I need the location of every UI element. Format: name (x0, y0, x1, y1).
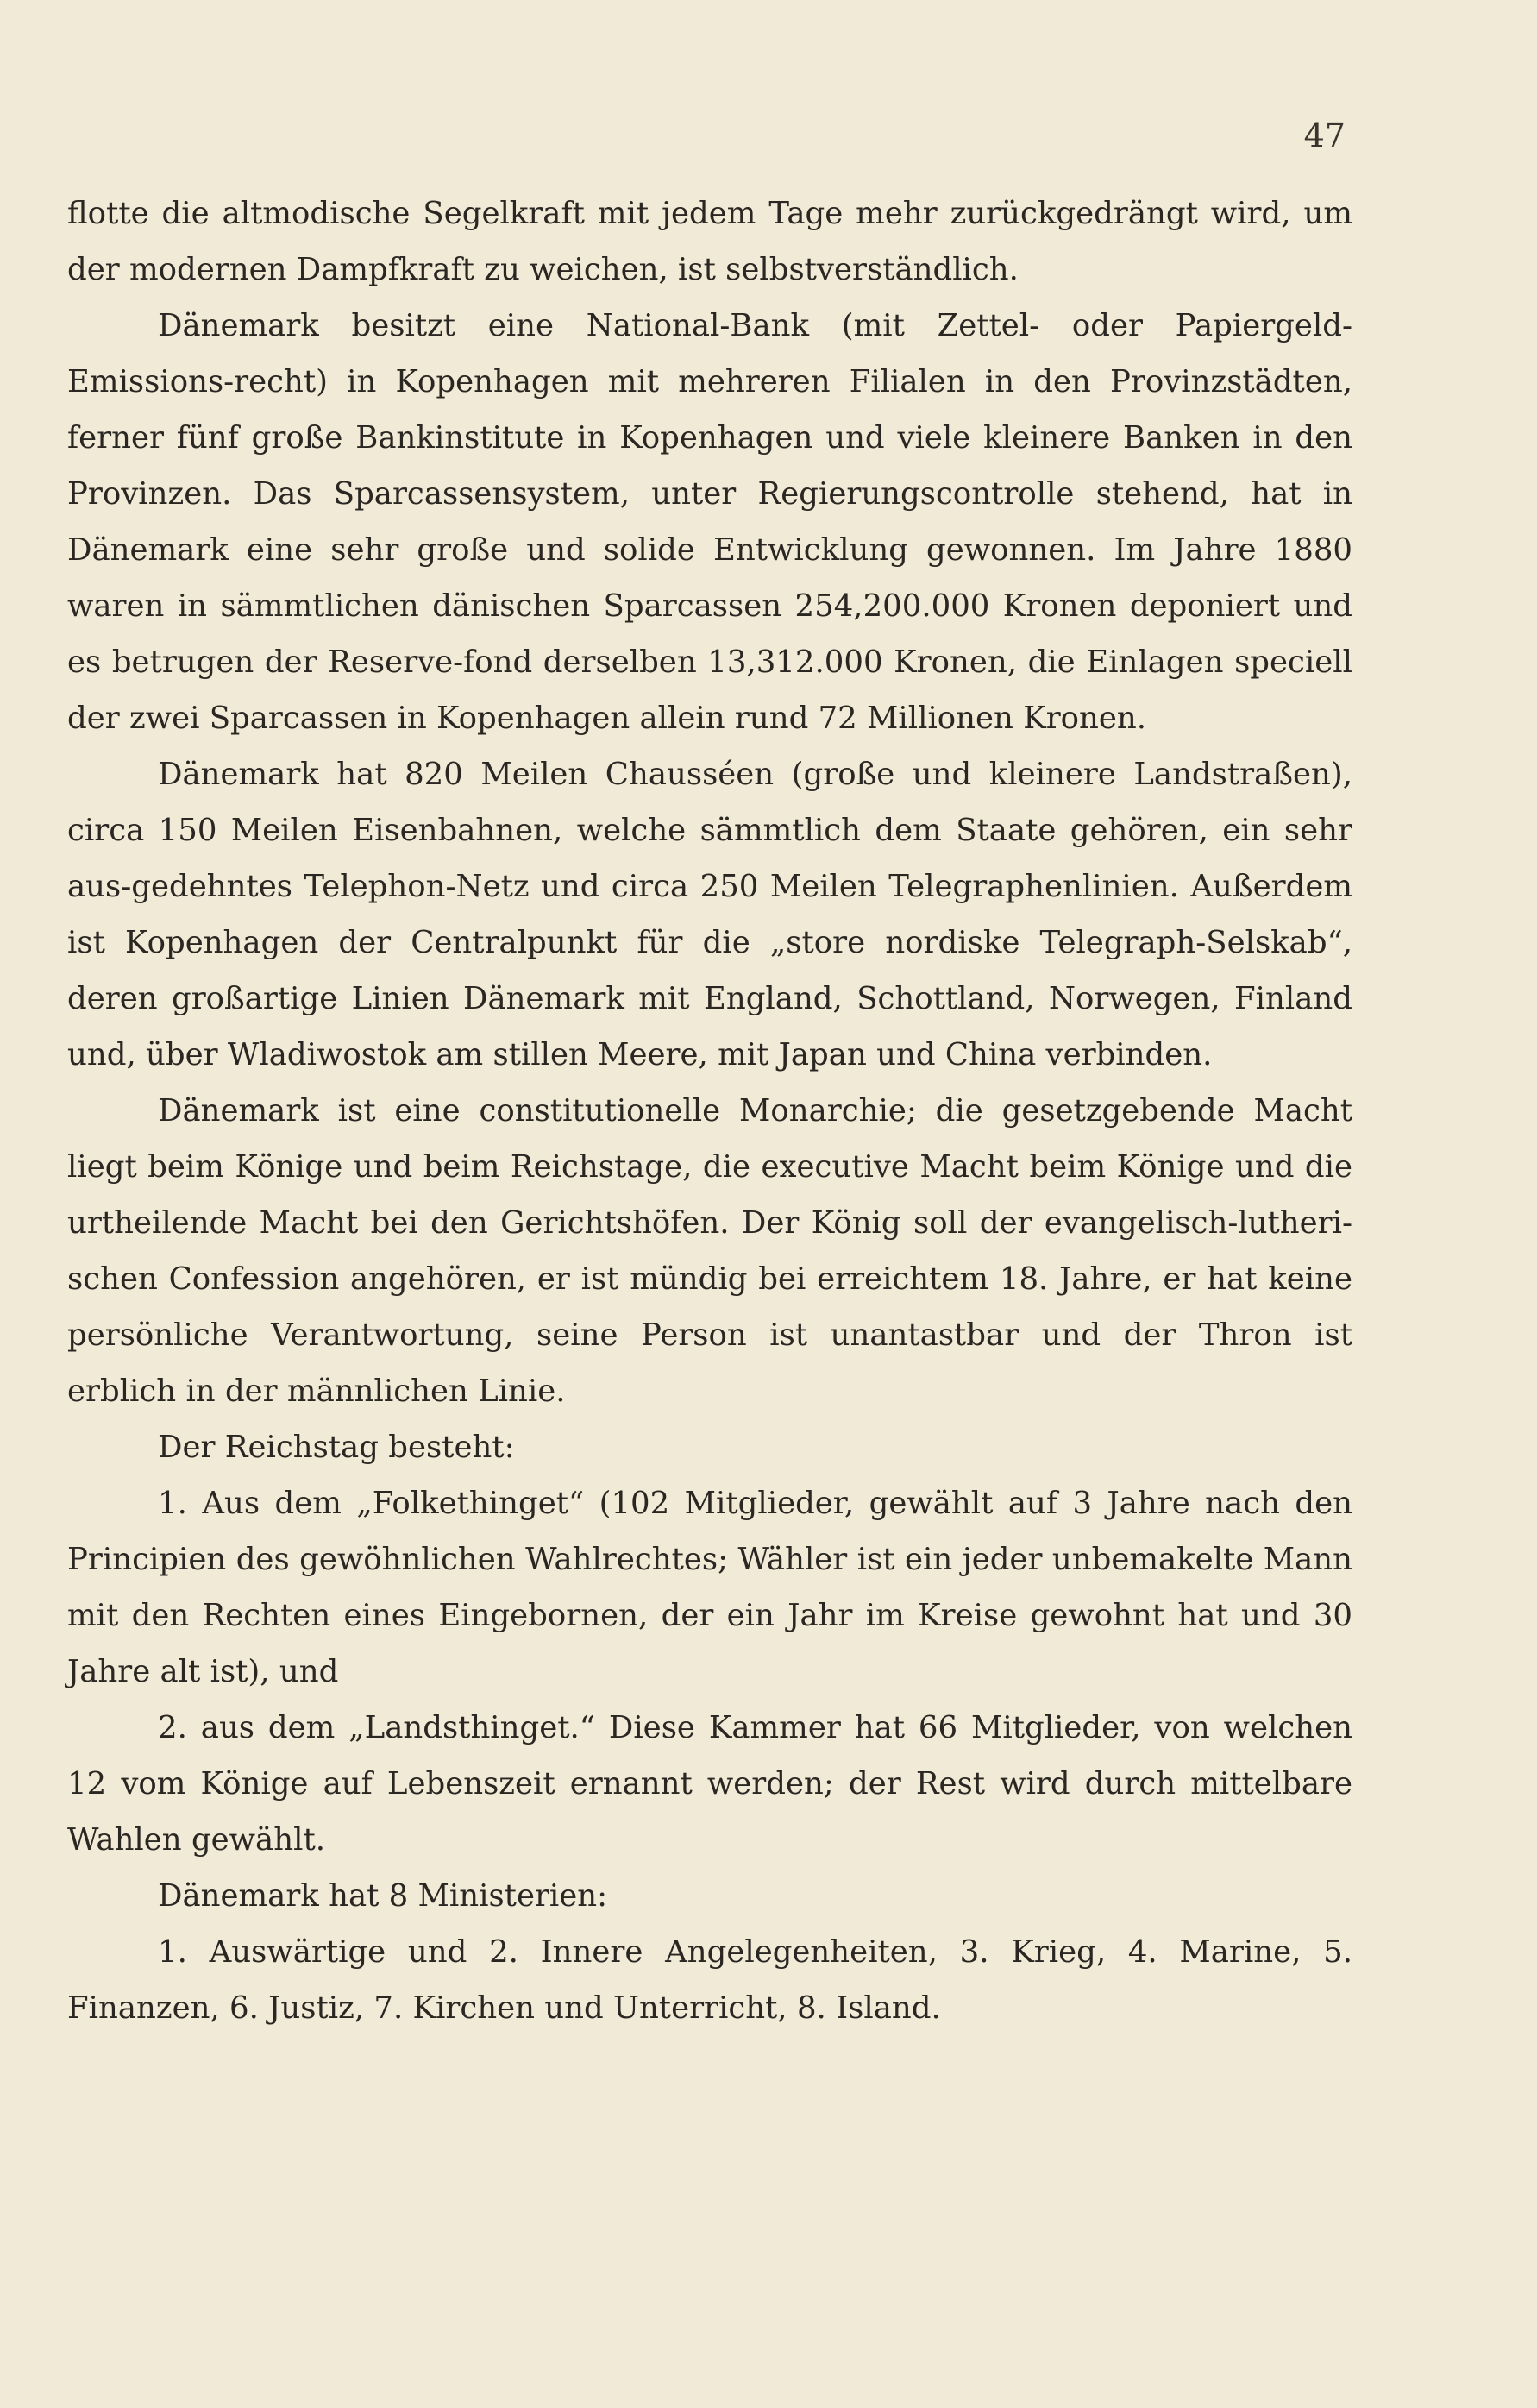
body-text (67, 185, 1352, 2036)
paragraph-ministries-intro: Dänemark hat 8 Ministerien: (158, 1878, 608, 1914)
paragraph-infrastructure: Dänemark hat 820 Meilen Chausséen (große und kleinere Landstraßen), circa 150 Meilen Eisenbahnen, welche sämmtlich dem Staate gehören, ein sehr aus-gedehntes Telephon-Netz und circa 250 Meilen Telegraphenlinien. Außerdem ist Kopenhagen der Centralpunkt für die „store nordiske Telegraph-Selskab“, deren großartige Linien Dänemark mit England, Schottland, Norwegen, Finland und, über Wladiwostok am stillen Meere, mit Japan und China verbinden. (67, 757, 1352, 1072)
list-item-folkethinget: 1. Aus dem „Folkethinget“ (102 Mitglieder, gewählt auf 3 Jahre nach den Principien des gewöhnlichen Wahlrechtes; Wähler ist ein jeder unbemakelte Mann mit den Rechten eines Eingebornen, der ein Jahr im Kreise gewohnt hat und 30 Jahre alt ist), und (67, 1486, 1352, 1689)
list-ministries: 1. Auswärtige und 2. Innere Angelegenheiten, 3. Krieg, 4. Marine, 5. Finanzen, 6. Justiz, 7. Kirchen und Unterricht, 8. Island. (67, 1934, 1352, 2026)
page-number: 47 (1303, 116, 1346, 154)
list-item-landsthinget: 2. aus dem „Landsthinget.“ Diese Kammer hat 66 Mitglieder, von welchen 12 vom Könige auf Lebenszeit ernannt werden; der Rest wird durch mittelbare Wahlen gewählt. (67, 1710, 1352, 1858)
paragraph-constitution: Dänemark ist eine constitutionelle Monarchie; die gesetzgebende Macht liegt beim Könige und beim Reichstage, die executive Macht beim Könige und die urtheilende Macht bei den Gerichtshöfen. Der König soll der evangelisch-lutheri-schen Confession angehören, er ist mündig bei erreichtem 18. Jahre, er hat keine persönliche Verantwortung, seine Person ist unantastbar und der Thron ist erblich in der männlichen Linie. (67, 1093, 1352, 1409)
paragraph-reichstag-intro: Der Reichstag besteht: (158, 1430, 515, 1465)
paragraph-continuation: flotte die altmodische Segelkraft mit jedem Tage mehr zurückgedrängt wird, um der modernen Dampfkraft zu weichen, ist selbstverständlich. (67, 196, 1352, 287)
paragraph-banking: Dänemark besitzt eine National-Bank (mit Zettel- oder Papiergeld-Emissions-recht) in Kopenhagen mit mehreren Filialen in den Provinzstädten, ferner fünf große Bankinstitute in Kopenhagen und viele kleinere Banken in den Provinzen. Das Sparcassensystem, unter Regierungscontrolle stehend, hat in Dänemark eine sehr große und solide Entwicklung gewonnen. Im Jahre 1880 waren in sämmtlichen dänischen Sparcassen 254,200.000 Kronen deponiert und es betrugen der Reserve-fond derselben 13,312.000 Kronen, die Einlagen speciell der zwei Sparcassen in Kopenhagen allein rund 72 Millionen Kronen. (67, 308, 1352, 736)
